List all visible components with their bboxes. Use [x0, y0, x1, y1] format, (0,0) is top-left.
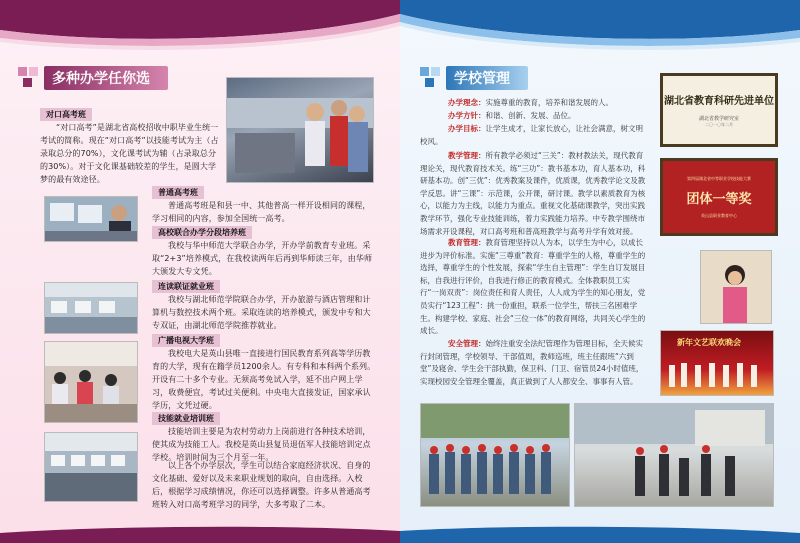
item-teaching: 教学管理：所有教学必须过“三关”：教材教法关，现代教育理论关，现代教育技术关。练“三功”：教书基本功，育人基本功，科研基本功。创“三优”：优秀教案及课件，优质课，优秀教学论文及教学反思。讲“三课”：示范课，公开课，研讨课。教学以素质教育为核心，以能力为主线，以能力为重点。重视文化基础课教学，突出实践教学环节，强化专业技能训练，着力实践能力培养。中专教学围绕市场需求开设课程，对口高考班和普高班教学与高考升学有效对接。	[420, 151, 646, 236]
text-degree-class: 我校与湖北师范学院联合办学，开办旅游与酒店管理和计算机与数控技术两个班。采取连读的培养模式，颁发中专和大专双证，由湖北师范学院推荐就业。	[152, 295, 371, 330]
heading-exam-class: 对口高考班	[40, 108, 92, 121]
squares-icon	[420, 67, 442, 89]
left-header-swoosh	[0, 0, 400, 60]
heading-degree-class: 连读联证就业班	[152, 280, 220, 293]
right-header-swoosh	[400, 0, 800, 60]
right-footer-band	[400, 525, 800, 543]
squares-icon	[18, 67, 40, 89]
heading-regular-class: 普通高考班	[152, 186, 204, 199]
photo-student-speaker	[700, 250, 772, 324]
photo-computer-class	[44, 196, 138, 242]
item-goal: 办学目标：让学生成才，让家长放心，让社会满意，树文明校风。	[420, 124, 643, 146]
photo-campus-inspection	[574, 403, 774, 507]
plaque-first-prize: 第四届湖北省中等职业学校技能大赛 团体一等奖 英山县职业教育中心	[660, 158, 778, 236]
right-page	[400, 0, 800, 543]
text-joint-class: 我校与华中师范大学联合办学，开办学前教育专业班。采取“2+3”培养模式，在我校读两年后再到华师读三年，由华师大颁发大专文凭。	[152, 241, 373, 276]
text-tv-university: 我校电大是英山县唯一直接进行国民教育系列高等学历教育的大学，现有在籍学员1200余人。有专科和本科两个系列。开设有二十多个专业。无须高考免试入学，延不出户网上学习，收费便宜，考试过关便利。中央电大直接发证，国家承认学历，文凭过硬。	[152, 349, 376, 410]
photo-lab-training	[226, 77, 374, 183]
text-summary: 以上各个办学层次，学生可以结合家庭经济状况、自身的文化基础、爱好以及未来职业规划的取向，自由选择。入校后，根据学习成绩情况，你还可以选择调整。许多从普通高考班转入对口高考班学习的同学，大多考取了二本。	[152, 461, 371, 509]
heading-joint-class: 高校联合办学分段培养班	[152, 226, 252, 239]
heading-tv-university: 广播电视大学班	[152, 334, 220, 347]
stage-banner-text: 新年文艺联欢晚会	[677, 338, 741, 347]
text-regular-class: 普通高考班是和县一中、其他普高一样开设相同的课程，学习相同的内容，参加全国统一高考。	[152, 201, 371, 223]
photo-computer-lab	[44, 432, 138, 502]
photo-machine-room	[44, 282, 138, 334]
photo-military-training	[420, 403, 570, 507]
item-philosophy: 办学理念：实施尊重的教育，培养和谐发展的人。	[448, 98, 613, 107]
left-footer-band	[0, 525, 400, 543]
right-section-header	[420, 66, 528, 90]
left-section-header	[18, 66, 168, 90]
heading-skill-training: 技能就业培训班	[152, 412, 220, 425]
left-section-title: 多种办学任你选	[44, 66, 168, 90]
photo-stage-performance	[660, 330, 774, 396]
text-exam-class: “对口高考”是湖北省高校招收中职毕业生统一考试的简称。现在“对口高考”以技能考试为主（占录取总分的70%），文化课考试为辅（占录取总分的30%）。对于文化课基础较差的学生，是圆大学梦的最有效途径。	[40, 123, 219, 184]
item-policy: 办学方针：和谐、创新、发展、品位。	[448, 111, 576, 120]
text-skill-training: 技能培训主要是为农村劳动力上岗前进行各种技术培训，使其成为技能工人。我校是英山县复员退伍军人技能培训定点学校。培训时间为三个月至一年。	[152, 427, 371, 462]
item-safety: 安全管理：始终注重安全法纪管理作为管理目标，全天候实行封闭管理，学校领导、干部值周，教师巡班，班主任跟班“六到堂”及寝舍、学生会干部执勤，保卫科、门卫、宿管员24小时值班，实现校园安全管理全覆盖，真正做到了人人都安全、事事有人管。	[420, 339, 644, 386]
right-section-title: 学校管理	[446, 66, 528, 90]
photo-students-class	[44, 341, 138, 423]
plaque-research-award: 湖北省教育科研先进单位 湖北省教学研究室 二〇一〇年二月	[660, 73, 778, 147]
item-education: 教育管理：教育管理坚持以人为本，以学生为中心，以成长进步为评价标准。实施“三尊重”教育：尊重学生的人格，尊重学生的选择，尊重学生的个性发展，探索“学生自主管理”：学生自订发展目标，自我进行评价，自我进行修正的教育模式。全体教职员工实行“一岗双责”：岗位责任和育人责任，人人成为学生的知心朋友，党员实行“123工程”：挑一份重担，联系一位学生，帮扶三名困难学生。构建学校、家庭、社会“三位一体”的教育网络，共同关心学生的成长。	[420, 238, 646, 336]
